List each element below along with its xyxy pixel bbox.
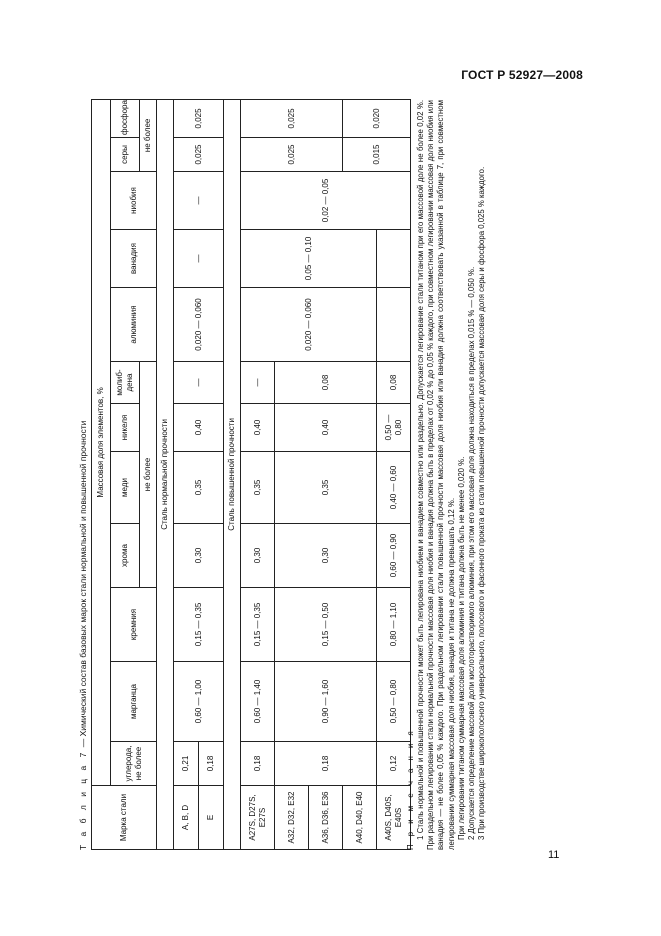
table-notes xyxy=(406,100,487,850)
silicon-cell: 0,80 — 1,10 xyxy=(377,588,411,662)
manganese-cell: 0,90 — 1,60 xyxy=(275,662,377,742)
carbon-cell: 0,21 xyxy=(174,742,199,786)
chromium-cell: 0,60 — 0,90 xyxy=(377,524,411,588)
nickel-cell: 0,50 — 0,80 xyxy=(377,404,411,452)
note-2: 2 Допускается определение массовой доли кислоторастворимого алюминия, при этом его массовая доля должна находиться в пределах 0,015 % — 0,050 %. xyxy=(466,266,476,840)
manganese-cell: 0,60 — 1,40 xyxy=(241,662,275,742)
grade-header: Марка стали xyxy=(92,786,157,850)
table-caption xyxy=(78,421,88,850)
molybdenum-cell: 0,08 xyxy=(377,362,411,404)
silicon-cell: 0,15 — 0,35 xyxy=(241,588,275,662)
aluminum-cell: 0,020 — 0,060 xyxy=(174,288,224,362)
col-molybdenum: молиб-дена xyxy=(111,362,140,404)
sulfur-cell: 0,025 xyxy=(241,138,343,172)
not-more-label: не более xyxy=(140,362,157,588)
caption-text: — Химический состав базовых марок стали нормальной и повышенной прочности xyxy=(78,420,88,750)
chemical-composition-table xyxy=(91,99,411,850)
copper-cell: 0,35 xyxy=(174,452,224,524)
phosphorus-cell: 0,025 xyxy=(241,99,343,137)
page-number: 11 xyxy=(548,849,560,861)
chromium-cell: 0,30 xyxy=(275,524,377,588)
molybdenum-cell: — xyxy=(174,362,224,404)
caption-label: Т а б л и ц а 7 xyxy=(78,749,88,850)
phosphorus-cell: 0,025 xyxy=(174,99,224,137)
notes-title: П р и м е ч а н и я xyxy=(406,728,415,850)
col-carbon: углерода, не более xyxy=(111,742,157,786)
col-manganese: марганца xyxy=(111,662,157,742)
not-more-label-2: не более xyxy=(140,99,157,171)
chromium-cell: 0,30 xyxy=(241,524,275,588)
chromium-cell: 0,30 xyxy=(174,524,224,588)
document-header: ГОСТ Р 52927—2008 xyxy=(461,68,583,82)
grade-cell: A40S, D40S, E40S xyxy=(377,786,411,850)
carbon-cell: 0,12 xyxy=(377,742,411,786)
carbon-cell: 0,18 xyxy=(199,742,224,786)
carbon-cell: 0,18 xyxy=(275,742,377,786)
grade-cell: E xyxy=(199,786,224,850)
note-1: 1 Сталь нормальной и повышенной прочности может быть легирована ниобием и ванадием совместно или раздельно. Допускается легирование стали титаном при его массовой доле не более 0,02 %. При раздельном легировании стали нормальной прочности массовая доля ниобия и ванадия должна быть в пределах от 0,02 % до 0,05 % каждого, при совместном легировании массовая доля ниобия или ванадия — не более 0,05 % каждого. При раздельном легировании стали повышенной прочности массовая доля ниобия или ванадия должна соответствовать указанной в таблице 7, при совместном легировании суммарная массовая доля ниобия, ванадия и титана не должна превышать 0,12 %. xyxy=(416,100,456,850)
col-nickel: никеля xyxy=(111,404,140,452)
sulfur-cell: 0,025 xyxy=(174,138,224,172)
carbon-cell: 0,18 xyxy=(241,742,275,786)
col-chromium: хрома xyxy=(111,524,140,588)
niobium-cell: — xyxy=(174,172,224,230)
nickel-cell: 0,40 xyxy=(275,404,377,452)
nickel-cell: 0,40 xyxy=(174,404,224,452)
grade-cell: A, B, D xyxy=(174,786,199,850)
section-high-strength: Сталь повышенной прочности xyxy=(224,99,241,849)
manganese-cell: 0,60 — 1,00 xyxy=(174,662,224,742)
copper-cell: 0,40 — 0,60 xyxy=(377,452,411,524)
vanadium-cell: 0,05 — 0,10 xyxy=(241,230,377,288)
col-vanadium: ванадия xyxy=(111,230,157,288)
nickel-cell: 0,40 xyxy=(241,404,275,452)
vanadium-cell: — xyxy=(174,230,224,288)
col-niobium: ниобия xyxy=(111,172,157,230)
silicon-cell: 0,15 — 0,35 xyxy=(174,588,224,662)
grade-cell: A32, D32, E32 xyxy=(275,786,309,850)
col-silicon: кремния xyxy=(111,588,157,662)
niobium-cell: 0,02 — 0,05 xyxy=(241,172,411,230)
phosphorus-cell: 0,020 xyxy=(343,99,411,137)
manganese-cell: 0,50 — 0,80 xyxy=(377,662,411,742)
section-normal-strength: Сталь нормальной прочности xyxy=(157,99,174,849)
copper-cell: 0,35 xyxy=(275,452,377,524)
grade-cell: A36, D36, E36 xyxy=(309,786,343,850)
molybdenum-cell: — xyxy=(241,362,275,404)
mass-fraction-header: Массовая доля элементов, % xyxy=(92,99,111,785)
sulfur-cell: 0,015 xyxy=(343,138,411,172)
note-3: 3 При производстве широкополосного универсального, полосового и фасонного проката из стали повышенной прочности допускается массовая доля серы и фосфора 0,025 % каждого. xyxy=(476,166,486,840)
aluminum-cell: 0,020 — 0,060 xyxy=(241,288,377,362)
molybdenum-cell: 0,08 xyxy=(275,362,377,404)
col-sulfur: серы xyxy=(111,138,140,172)
col-phosphorus: фосфора xyxy=(111,99,140,137)
copper-cell: 0,35 xyxy=(241,452,275,524)
note-1b: При легировании титаном суммарная массовая доля алюминия и титана должна быть не менее 0,020 %. xyxy=(456,456,466,840)
grade-cell: A40, D40, E40 xyxy=(343,786,377,850)
col-copper: меди xyxy=(111,452,140,524)
col-aluminum: алюминия xyxy=(111,288,157,362)
silicon-cell: 0,15 — 0,50 xyxy=(275,588,377,662)
rotated-table-block xyxy=(78,100,558,850)
grade-cell: A27S, D27S, E27S xyxy=(241,786,275,850)
